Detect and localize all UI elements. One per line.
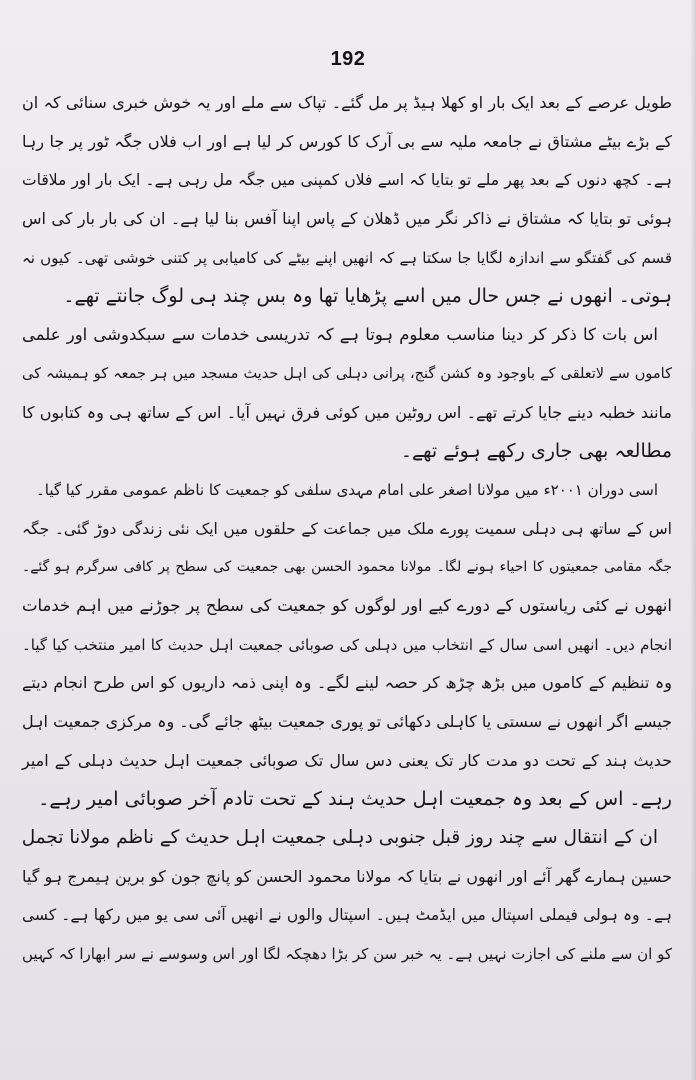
text-line: مطالعہ بھی جاری رکھے ہوئے تھے۔ <box>400 440 672 463</box>
text-line: مانند خطبہ دینے جایا کرتے تھے۔ اس روٹین میں کوئی فرق نہیں آیا۔ اس کے ساتھ ہی وہ کتابوں کا <box>22 402 672 422</box>
text-line: وہ تنظیم کے کاموں میں بڑھ چڑھ کر حصہ لینے لگے۔ وہ اپنی ذمہ داریوں کو اس طرح انجام دیتے <box>22 673 672 693</box>
page-edge-shadow <box>690 0 696 1080</box>
text-line: رہے۔ اس کے بعد وہ جمعیت اہل حدیث ہند کے تحت تادم آخر صوبائی امیر رہے۔ <box>38 788 672 811</box>
text-line: قسم کی گفتگو سے اندازہ لگایا جا سکتا ہے کہ انھیں اپنے بیٹے کی کامیابی پر کتنی خوشی تھی۔ کیوں نہ <box>22 248 672 267</box>
text-line: ان کے انتقال سے چند روز قبل جنوبی دہلی جمعیت اہل حدیث کے ناظم مولانا تجمل <box>21 827 658 849</box>
text-line: ہوئی تو بتایا کہ مشتاق نے ذاکر نگر میں ڈھلان کے پاس اپنا آفس بنا لیا ہے۔ ان کی بار بار کی اس <box>22 209 672 229</box>
text-line: اسی دوران ۲۰۰۱ء میں مولانا اصغر علی امام مہدی سلفی کو جمعیت کا ناظم عمومی مقرر کیا گیا۔ <box>36 480 658 499</box>
text-line: طویل عرصے کے بعد ایک بار او کھلا ہیڈ پر مل گئے۔ تپاک سے ملے اور یہ خوش خبری سنائی کہ ان <box>22 93 672 112</box>
text-line: ہے۔ کچھ دنوں کے بعد پھر ملے تو بتایا کہ اسے فلاں کمپنی میں جگہ مل رہی ہے۔ ایک بار اور ملاقات <box>22 171 672 190</box>
text-line: جیسے اگر انھوں نے سستی یا کاہلی دکھائی تو پوری جمعیت بیٹھ جائے گی۔ وہ مرکزی جمعیت اہل <box>22 712 672 731</box>
text-line: انجام دیں۔ انھیں اسی سال کے انتخاب میں دہلی کی صوبائی جمعیت اہل حدیث کا امیر منتخب کیا گیا۔ <box>22 635 672 654</box>
text-line: اس بات کا ذکر کر دینا مناسب معلوم ہوتا ہے کہ تدریسی خدمات سے سبکدوشی اور علمی <box>22 325 658 345</box>
text-line: جگہ مقامی جمعیتوں کا احیاء ہونے لگا۔ مولانا محمود الحسن بھی جمعیت کی سطح پر کافی سرگرم ہو گئے۔ <box>22 559 672 576</box>
text-line: ہے۔ وہ ہولی فیملی اسپتال میں ایڈمٹ ہیں۔ اسپتال والوں نے انھیں آئی سی یو میں رکھا ہے۔ کسی <box>22 906 672 925</box>
text-line: ہوتی۔ انھوں نے جس حال میں اسے پڑھایا تھا وہ بس چند ہی لوگ جانتے تھے۔ <box>63 285 672 308</box>
body-text <box>22 84 672 974</box>
text-line: اس کے ساتھ ہی دہلی سمیت پورے ملک میں جماعت کے حلقوں میں ایک نئی زندگی دوڑ گئی۔ جگہ <box>22 519 672 538</box>
text-line: انھوں نے کئی ریاستوں کے دورے کیے اور لوگوں کو جمعیت کی سطح پر جوڑنے میں اہم خدمات <box>22 595 672 615</box>
text-line: کے بڑے بیٹے مشتاق نے جامعہ ملیہ سے بی آرک کا کورس کر لیا ہے اور اب فلاں جگہ ٹور پر جا رہا <box>22 131 673 151</box>
text-line: کاموں سے لاتعلقی کے باوجود وہ کشن گنج، پرانی دہلی کی اہل حدیث مسجد میں ہر جمعہ کو ہمیشہ کی <box>22 365 672 382</box>
page-number: 192 <box>330 48 366 70</box>
text-line: کو ان سے ملنے کی اجازت نہیں ہے۔ یہ خبر سن کر بڑا دھچکہ لگا اور اس وسوسے نے سر ابھارا کہ کہیں <box>22 945 672 964</box>
text-line: حدیث ہند کے تحت دو مدت کار تک یعنی دس سال تک صوبائی جمعیت اہل حدیث دہلی کے امیر <box>22 750 672 770</box>
text-line: حسین ہمارے گھر آئے اور انھوں نے بتایا کہ مولانا محمود الحسن کو پانچ جون کو برین ہیمرج ہو گیا <box>22 866 672 886</box>
